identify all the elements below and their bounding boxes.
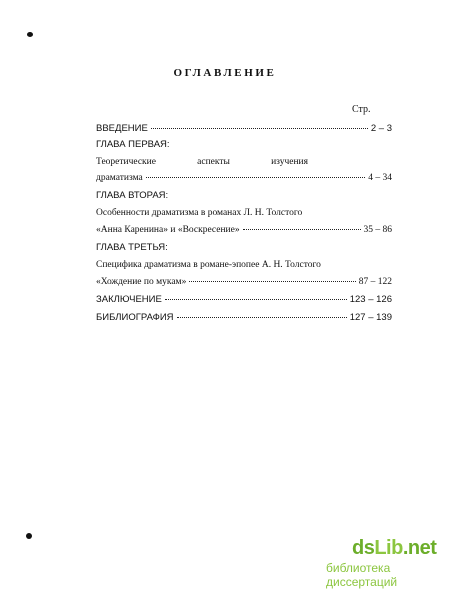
title-word: аспекты bbox=[197, 157, 230, 167]
toc-entry-chapter-three bbox=[96, 277, 392, 287]
toc-entry-label: ЗАКЛЮЧЕНИЕ bbox=[96, 294, 162, 305]
scan-dot-top bbox=[27, 32, 33, 37]
dot-leader bbox=[146, 177, 366, 178]
toc-entry-label: «Анна Каренина» и «Воскресение» bbox=[96, 225, 240, 235]
toc-entry-bibliography bbox=[96, 312, 392, 323]
dot-leader bbox=[189, 281, 355, 282]
scan-dot-bottom bbox=[26, 533, 32, 539]
toc-entry-label: драматизма bbox=[96, 173, 143, 183]
pages-column-header: Стр. bbox=[352, 104, 371, 115]
dot-leader bbox=[243, 229, 361, 230]
toc-entry-label: «Хождение по мукам» bbox=[96, 277, 187, 287]
toc-entry-pages: 87 – 122 bbox=[358, 277, 392, 287]
toc-entry-chapter-two bbox=[96, 225, 392, 235]
toc-entry-label: ВВЕДЕНИЕ bbox=[96, 123, 148, 134]
toc-entry-pages: 2 – 3 bbox=[370, 123, 392, 134]
dot-leader bbox=[165, 299, 347, 300]
toc-chapter-two-heading: ГЛАВА ВТОРАЯ: bbox=[96, 190, 169, 201]
dot-leader bbox=[177, 317, 347, 318]
dslib-subtitle: библиотека диссертаций bbox=[326, 561, 398, 589]
toc-entry-pages: 4 – 34 bbox=[368, 173, 392, 183]
toc-chapter-two-title-line1: Особенности драматизма в романах Л. Н. Толстого bbox=[96, 208, 303, 218]
title-word: Теоретические bbox=[96, 157, 156, 167]
toc-entry-pages: 35 – 86 bbox=[363, 225, 392, 235]
toc-entry-chapter-one bbox=[96, 173, 392, 183]
toc-entry-pages: 123 – 126 bbox=[349, 294, 392, 305]
dslib-logo: dsLib.net bbox=[352, 537, 437, 559]
toc-chapter-one-heading: ГЛАВА ПЕРВАЯ: bbox=[96, 139, 170, 150]
toc-chapter-three-title-line1: Специфика драматизма в романе-эпопее А. Н. Толстого bbox=[96, 260, 321, 270]
title-word: изучения bbox=[271, 157, 308, 167]
toc-entry-pages: 127 – 139 bbox=[349, 312, 392, 323]
toc-chapter-one-title bbox=[96, 157, 392, 167]
toc-entry-introduction bbox=[96, 123, 392, 134]
toc-entry-conclusion bbox=[96, 294, 392, 305]
toc-entry-label: БИБЛИОГРАФИЯ bbox=[96, 312, 174, 323]
toc-chapter-three-heading: ГЛАВА ТРЕТЬЯ: bbox=[96, 242, 168, 253]
page-title: ОГЛАВЛЕНИЕ bbox=[173, 67, 277, 79]
dot-leader bbox=[151, 128, 368, 129]
